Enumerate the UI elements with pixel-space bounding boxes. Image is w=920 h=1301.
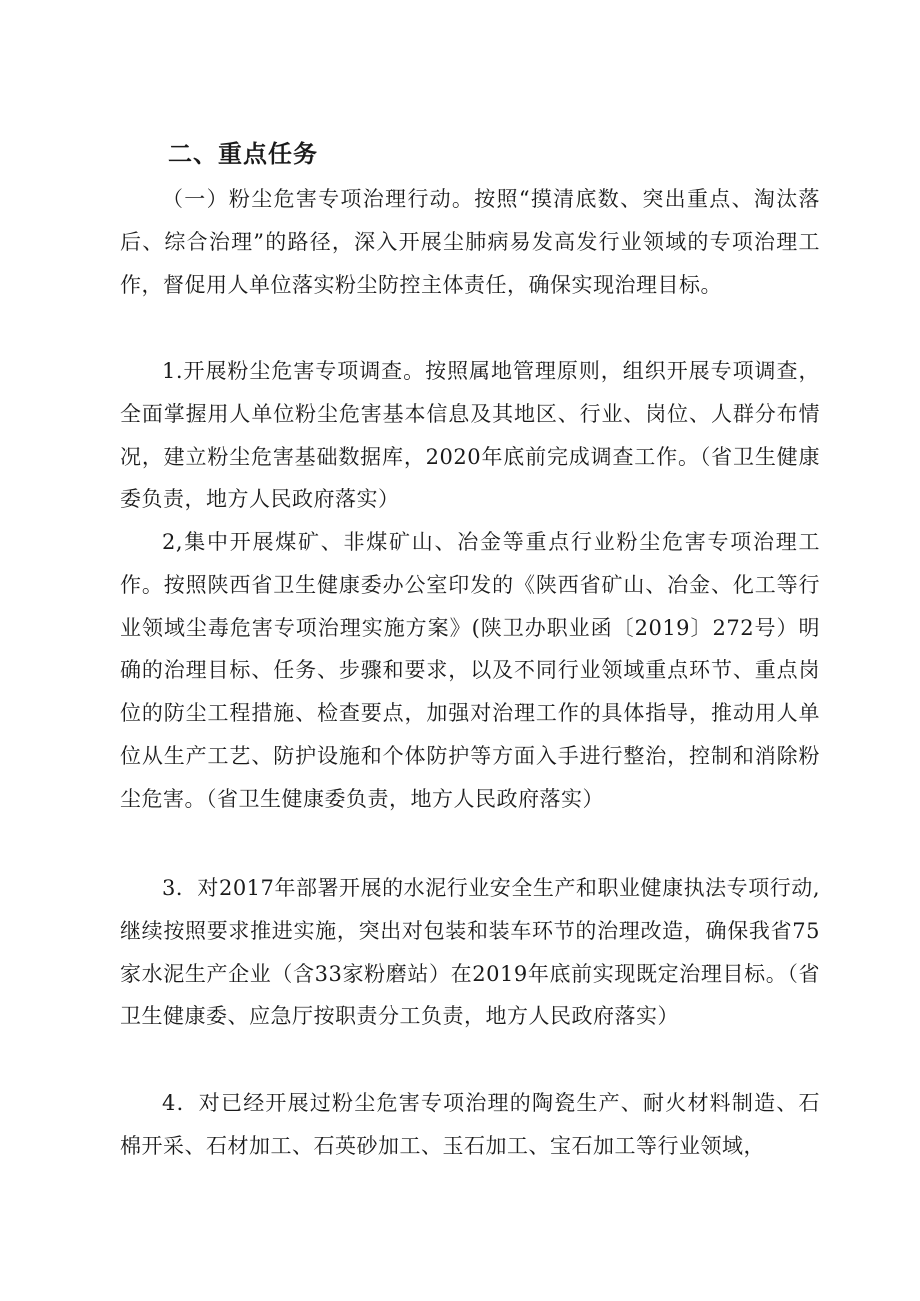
paragraph-item-3-cement: 3．对2017年部署开展的水泥行业安全生产和职业健康执法专项行动,继续按照要求推进实施，突出对包装和装车环节的治理改造，确保我省75家水泥生产企业（含33家粉磨站）在2019年底前实现既定治理目标。（省卫生健康委、应急厅按职责分工负责，地方人民政府落实） [120,876,820,1029]
paragraph-dust-hazard-action: （一）粉尘危害专项治理行动。按照“摸清底数、突出重点、淘汰落后、综合治理”的路径，深入开展尘肺病易发高发行业领域的专项治理工作，督促用人单位落实粉尘防控主体责任，确保实现治理目标。 [120,187,820,297]
paragraph-item-1-survey: 1.开展粉尘危害专项调查。按照属地管理原则，组织开展专项调查，全面掌握用人单位粉尘危害基本信息及其地区、行业、岗位、人群分布情况，建立粉尘危害基础数据库，2020年底前完成调查工作。（省卫生健康委负责，地方人民政府落实） [120,359,820,512]
paragraph-item-2-key-industries: 2,集中开展煤矿、非煤矿山、冶金等重点行业粉尘危害专项治理工作。按照陕西省卫生健康委办公室印发的《陕西省矿山、冶金、化工等行业领域尘毒危害专项治理实施方案》(陕卫办职业函〔2019〕272号）明确的治理目标、任务、步骤和要求，以及不同行业领域重点环节、重点岗位的防尘工程措施、检查要点，加强对治理工作的具体指导，推动用人单位从生产工艺、防护设施和个体防护等方面入手进行整治，控制和消除粉尘危害。（省卫生健康委负责，地方人民政府落实） [120,530,820,811]
paragraph-item-4-ceramics: 4．对已经开展过粉尘危害专项治理的陶瓷生产、耐火材料制造、石棉开采、石材加工、石英砂加工、玉石加工、宝石加工等行业领域， [120,1091,820,1158]
section-heading: 二、重点任务 [168,140,318,168]
